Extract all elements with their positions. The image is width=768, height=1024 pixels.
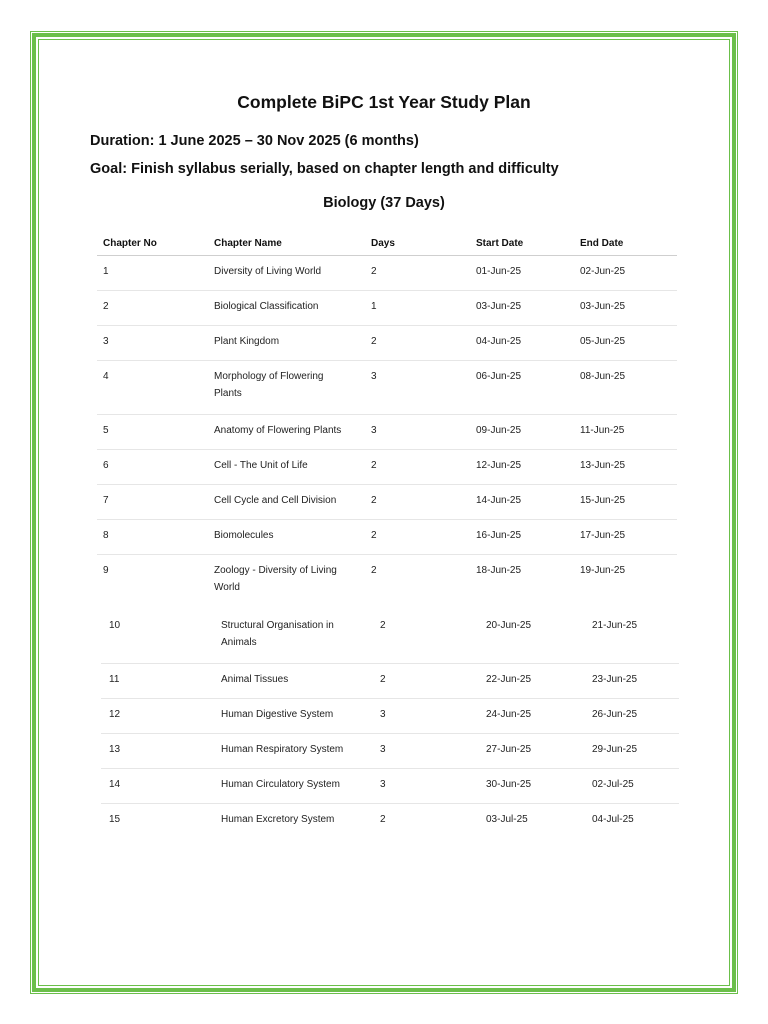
cell-chapter-no: 11 [109, 674, 120, 685]
cell-end-date: 03-Jun-25 [580, 301, 626, 312]
cell-start-date: 14-Jun-25 [476, 495, 522, 506]
cell-chapter-no: 7 [103, 495, 109, 506]
cell-start-date: 27-Jun-25 [486, 744, 532, 755]
cell-start-date: 01-Jun-25 [476, 266, 522, 277]
cell-chapter-no: 2 [103, 301, 109, 312]
cell-end-date: 11-Jun-25 [580, 425, 625, 436]
cell-chapter-no: 4 [103, 371, 109, 382]
cell-start-date: 24-Jun-25 [486, 709, 532, 720]
table-row [97, 415, 677, 450]
cell-days: 2 [380, 674, 386, 685]
cell-start-date: 30-Jun-25 [486, 779, 532, 790]
cell-chapter-no: 9 [103, 565, 109, 576]
cell-start-date: 12-Jun-25 [476, 460, 522, 471]
table-row [97, 450, 677, 485]
table-header-row [97, 233, 677, 256]
table-row [101, 699, 679, 734]
header-days: Days [371, 238, 395, 249]
table-row [101, 734, 679, 769]
cell-chapter-no: 15 [109, 814, 121, 825]
cell-chapter-name: Anatomy of Flowering Plants [214, 425, 342, 436]
cell-chapter-name: Morphology of Flowering Plants [214, 371, 324, 399]
document-title: Complete BiPC 1st Year Study Plan [237, 92, 531, 112]
cell-chapter-name: Biomolecules [214, 530, 274, 541]
cell-end-date: 29-Jun-25 [592, 744, 638, 755]
cell-chapter-no: 5 [103, 425, 109, 436]
cell-chapter-name: Diversity of Living World [214, 266, 322, 277]
cell-end-date: 02-Jul-25 [592, 779, 634, 790]
cell-days: 1 [371, 301, 377, 312]
cell-days: 2 [380, 814, 386, 825]
duration-text: Duration: 1 June 2025 – 30 Nov 2025 (6 months) [90, 133, 419, 149]
cell-chapter-name: Cell - The Unit of Life [214, 460, 308, 471]
goal-text: Goal: Finish syllabus serially, based on chapter length and difficulty [90, 161, 559, 177]
cell-end-date: 15-Jun-25 [580, 495, 626, 506]
header-start-date: Start Date [476, 238, 524, 249]
cell-end-date: 17-Jun-25 [580, 530, 626, 541]
cell-end-date: 23-Jun-25 [592, 674, 638, 685]
cell-days: 2 [371, 495, 377, 506]
cell-chapter-name: Human Excretory System [221, 814, 335, 825]
cell-start-date: 22-Jun-25 [486, 674, 532, 685]
cell-days: 2 [371, 565, 377, 576]
cell-end-date: 19-Jun-25 [580, 565, 626, 576]
cell-days: 2 [380, 620, 386, 631]
header-end-date: End Date [580, 238, 624, 249]
cell-chapter-no: 14 [109, 779, 121, 790]
cell-chapter-no: 13 [109, 744, 121, 755]
cell-days: 2 [371, 266, 377, 277]
study-plan-table [97, 233, 677, 609]
cell-chapter-no: 12 [109, 709, 121, 720]
cell-start-date: 03-Jul-25 [486, 814, 528, 825]
cell-chapter-no: 10 [109, 620, 121, 631]
cell-end-date: 05-Jun-25 [580, 336, 626, 347]
table-row [97, 520, 677, 555]
table-row [97, 485, 677, 520]
cell-chapter-name: Biological Classification [214, 301, 319, 312]
study-plan-table-continued [101, 610, 679, 839]
cell-chapter-no: 3 [103, 336, 109, 347]
cell-chapter-name: Plant Kingdom [214, 336, 280, 347]
header-chapter-name: Chapter Name [214, 238, 282, 249]
cell-start-date: 18-Jun-25 [476, 565, 522, 576]
cell-start-date: 16-Jun-25 [476, 530, 522, 541]
cell-chapter-name: Human Circulatory System [221, 779, 340, 790]
table-row [101, 610, 679, 664]
table-row [97, 291, 677, 326]
cell-chapter-no: 1 [103, 266, 109, 277]
cell-start-date: 20-Jun-25 [486, 620, 532, 631]
cell-chapter-no: 6 [103, 460, 109, 471]
cell-chapter-name: Animal Tissues [221, 674, 289, 685]
table-row [97, 361, 677, 415]
cell-start-date: 03-Jun-25 [476, 301, 522, 312]
cell-end-date: 21-Jun-25 [592, 620, 638, 631]
cell-start-date: 09-Jun-25 [476, 425, 522, 436]
table-row [97, 326, 677, 361]
cell-days: 2 [371, 460, 377, 471]
cell-chapter-name: Structural Organisation in Animals [221, 620, 334, 648]
cell-end-date: 04-Jul-25 [592, 814, 634, 825]
cell-days: 3 [371, 371, 377, 382]
cell-chapter-no: 8 [103, 530, 109, 541]
cell-chapter-name: Human Digestive System [221, 709, 334, 720]
cell-end-date: 02-Jun-25 [580, 266, 626, 277]
cell-days: 2 [371, 530, 377, 541]
table-row [97, 555, 677, 609]
cell-end-date: 08-Jun-25 [580, 371, 626, 382]
cell-start-date: 04-Jun-25 [476, 336, 522, 347]
section-title: Biology (37 Days) [323, 195, 445, 211]
cell-days: 2 [371, 336, 377, 347]
table-row [101, 804, 679, 839]
cell-end-date: 13-Jun-25 [580, 460, 626, 471]
table-row [101, 664, 679, 699]
cell-chapter-name: Human Respiratory System [221, 744, 344, 755]
cell-days: 3 [380, 709, 386, 720]
cell-chapter-name: Cell Cycle and Cell Division [214, 495, 337, 506]
cell-start-date: 06-Jun-25 [476, 371, 522, 382]
header-chapter-no: Chapter No [103, 238, 157, 249]
cell-days: 3 [380, 779, 386, 790]
table-row [97, 256, 677, 291]
cell-end-date: 26-Jun-25 [592, 709, 638, 720]
cell-chapter-name: Zoology - Diversity of Living World [214, 565, 337, 593]
cell-days: 3 [380, 744, 386, 755]
cell-days: 3 [371, 425, 377, 436]
table-row [101, 769, 679, 804]
